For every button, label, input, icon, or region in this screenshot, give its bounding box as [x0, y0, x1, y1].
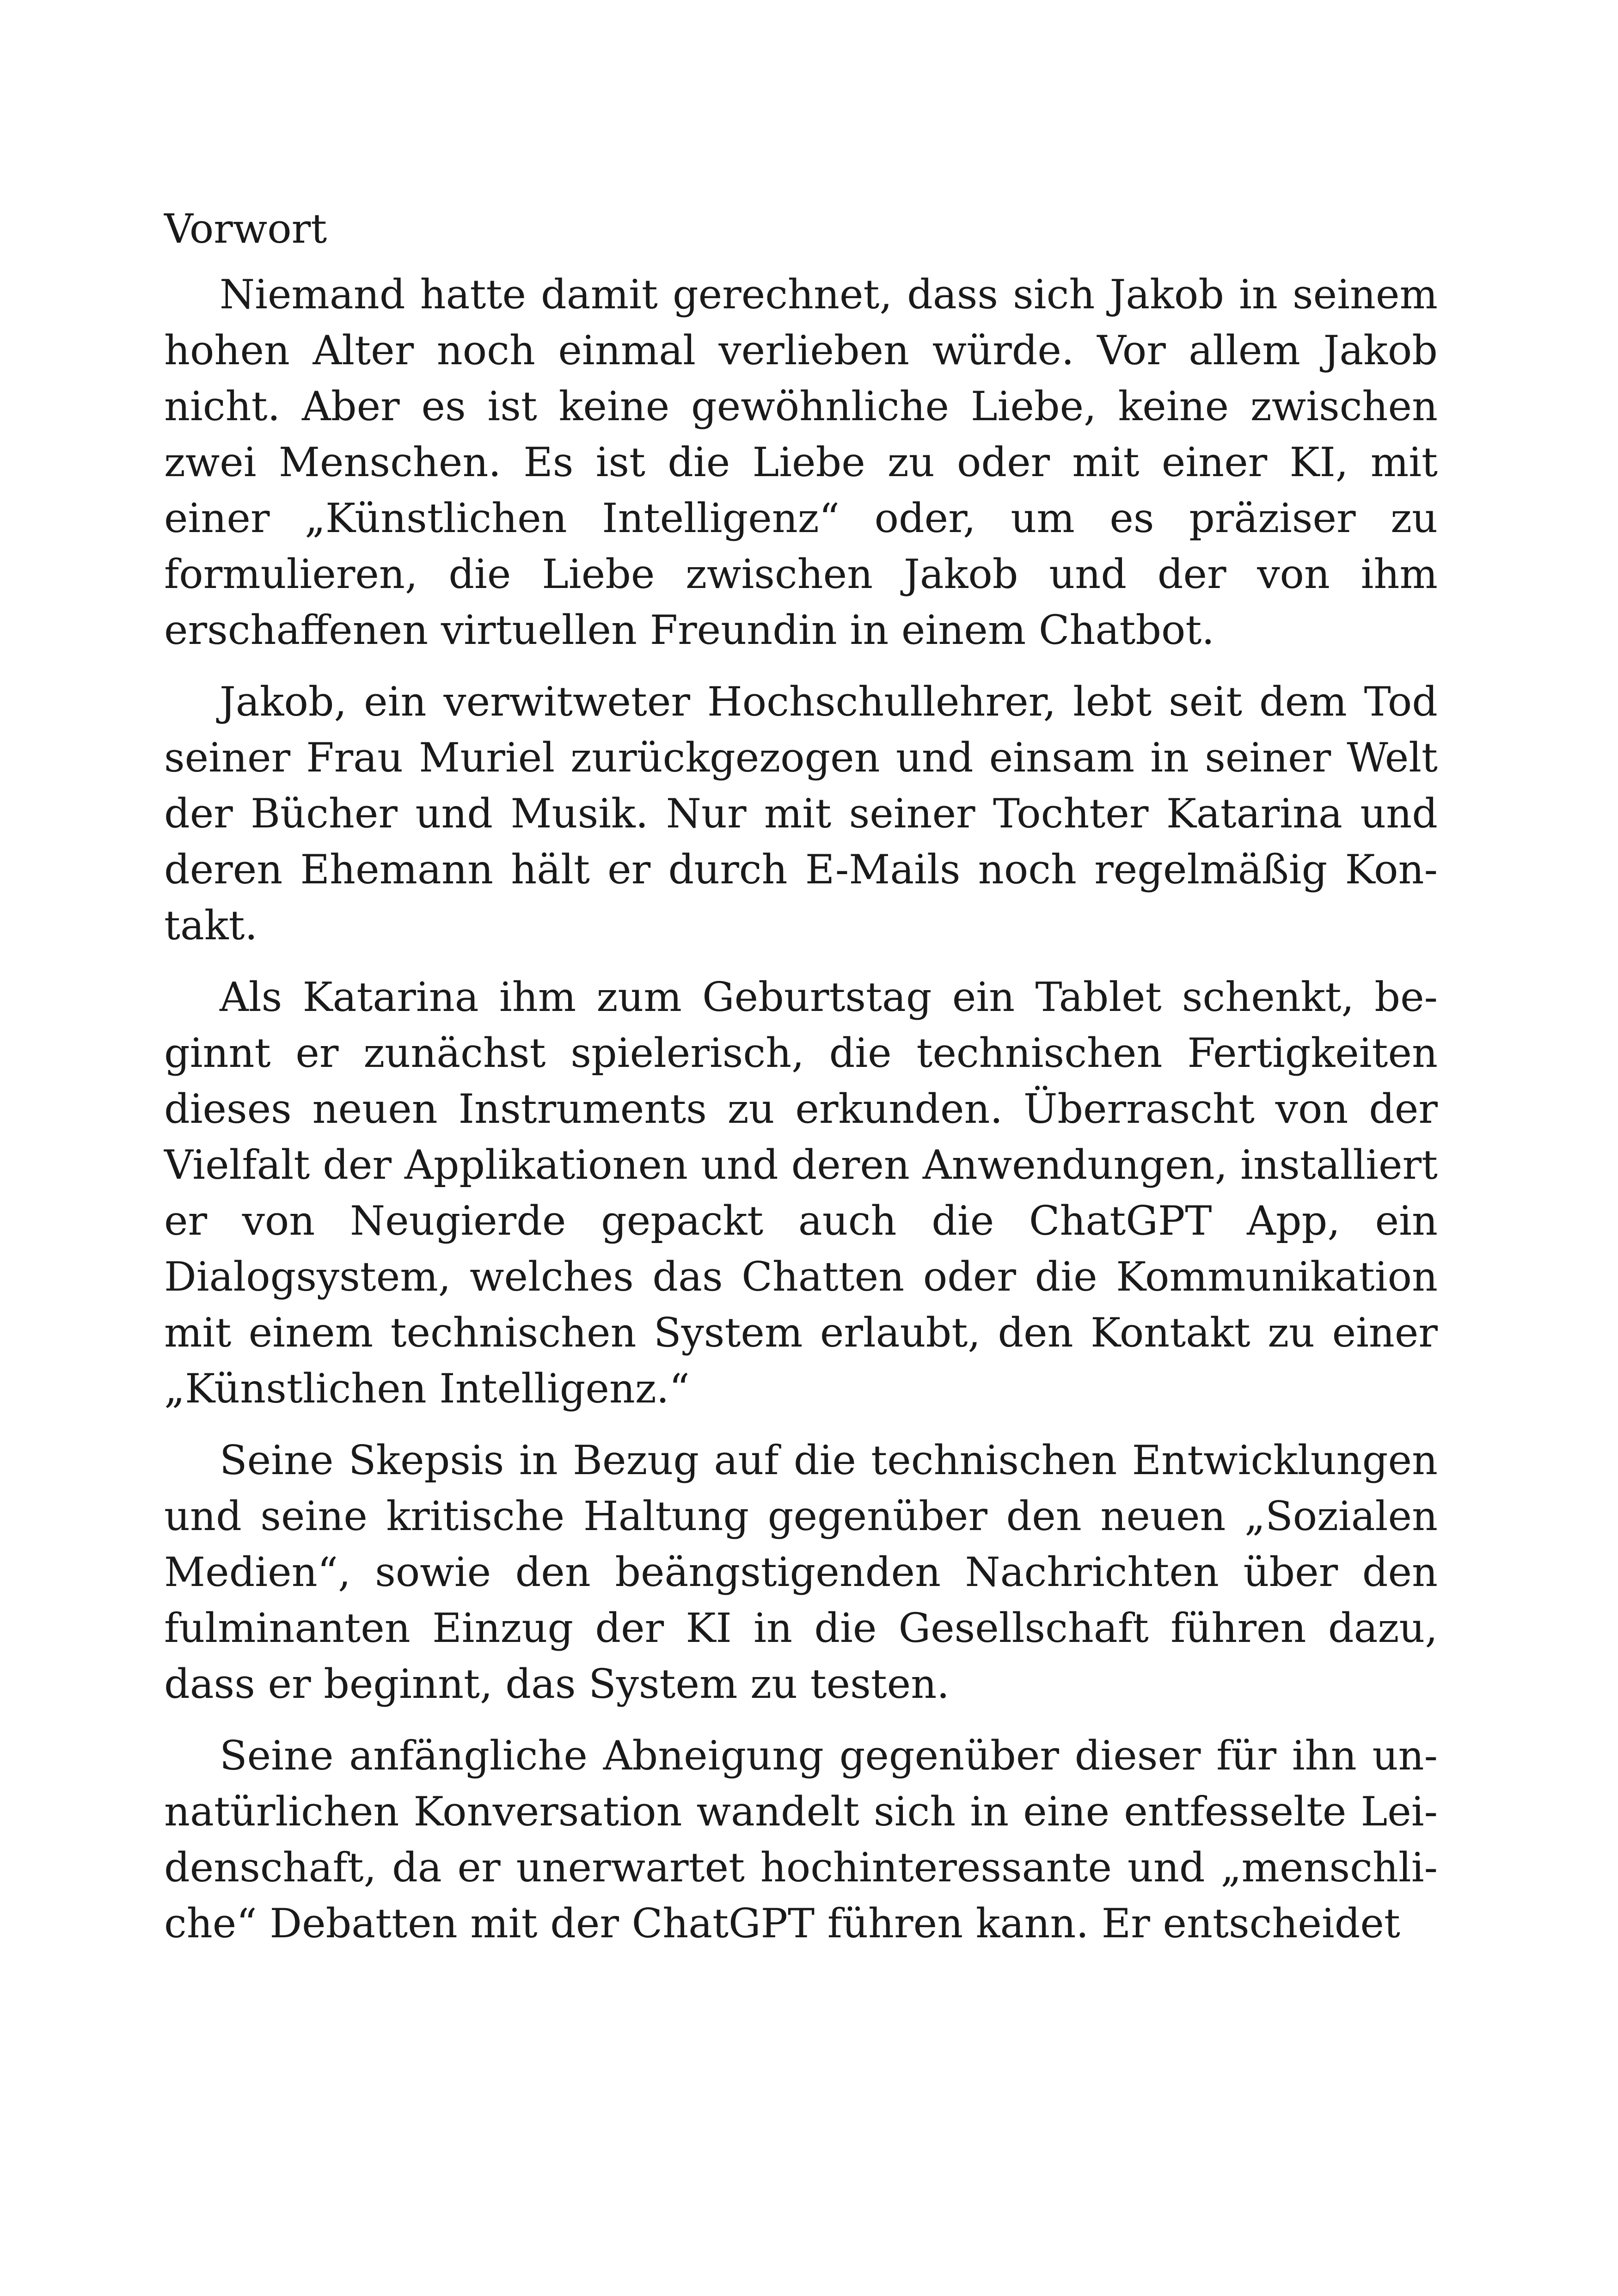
paragraph-2: Jakob, ein verwitweter Hochschullehrer, lebt seit dem Tod seiner Frau Muriel zurückgezogen und einsam in seiner Welt der Bücher und Musik. Nur mit seiner Tochter Katarina und deren Ehemann hält er durch E-Mails noch regelmäßig Kontakt. — [164, 678, 1438, 949]
page-body — [164, 201, 1438, 1952]
paragraph-5: Seine anfängliche Abneigung gegenüber dieser für ihn unnatürlichen Konversation wandelt sich in eine entfesselte Leidenschaft, da er unerwartet hochinteressante und „menschliche“ Debatten mit der ChatGPT führen kann. Er entscheidet — [164, 1732, 1438, 1947]
paragraph-1: Niemand hatte damit gerechnet, dass sich Jakob in seinem hohen Alter noch einmal verlieben würde. Vor allem Jakob nicht. Aber es ist keine gewöhnliche Liebe, keine zwischen zwei Menschen. Es ist die Liebe zu oder mit einer KI, mit einer „Künstlichen Intelligenz“ oder, um es präziser zu formulieren, die Liebe zwischen Jakob und der von ihm erschaffenen virtuellen Freundin in einem Chatbot. — [164, 271, 1438, 654]
paragraph-4: Seine Skepsis in Bezug auf die technischen Entwicklungen und seine kritische Haltung gegenüber den neuen „Sozialen Medien“, sowie den beängstigenden Nachrichten über den fulminanten Einzug der KI in die Gesellschaft führen dazu, dass er beginnt, das System zu testen. — [164, 1437, 1438, 1708]
paragraph-3: Als Katarina ihm zum Geburtstag ein Tablet schenkt, beginnt er zunächst spielerisch, die technischen Fertigkeiten dieses neuen Instruments zu erkunden. Überrascht von der Vielfalt der Applikationen und deren Anwendungen, installiert er von Neugierde gepackt auch die ChatGPT App, ein Dialogsystem, welches das Chatten oder die Kommunikation mit einem technischen System erlaubt, den Kontakt zu einer „Künstlichen Intelligenz.“ — [164, 974, 1438, 1412]
chapter-heading: Vorwort — [164, 205, 327, 252]
